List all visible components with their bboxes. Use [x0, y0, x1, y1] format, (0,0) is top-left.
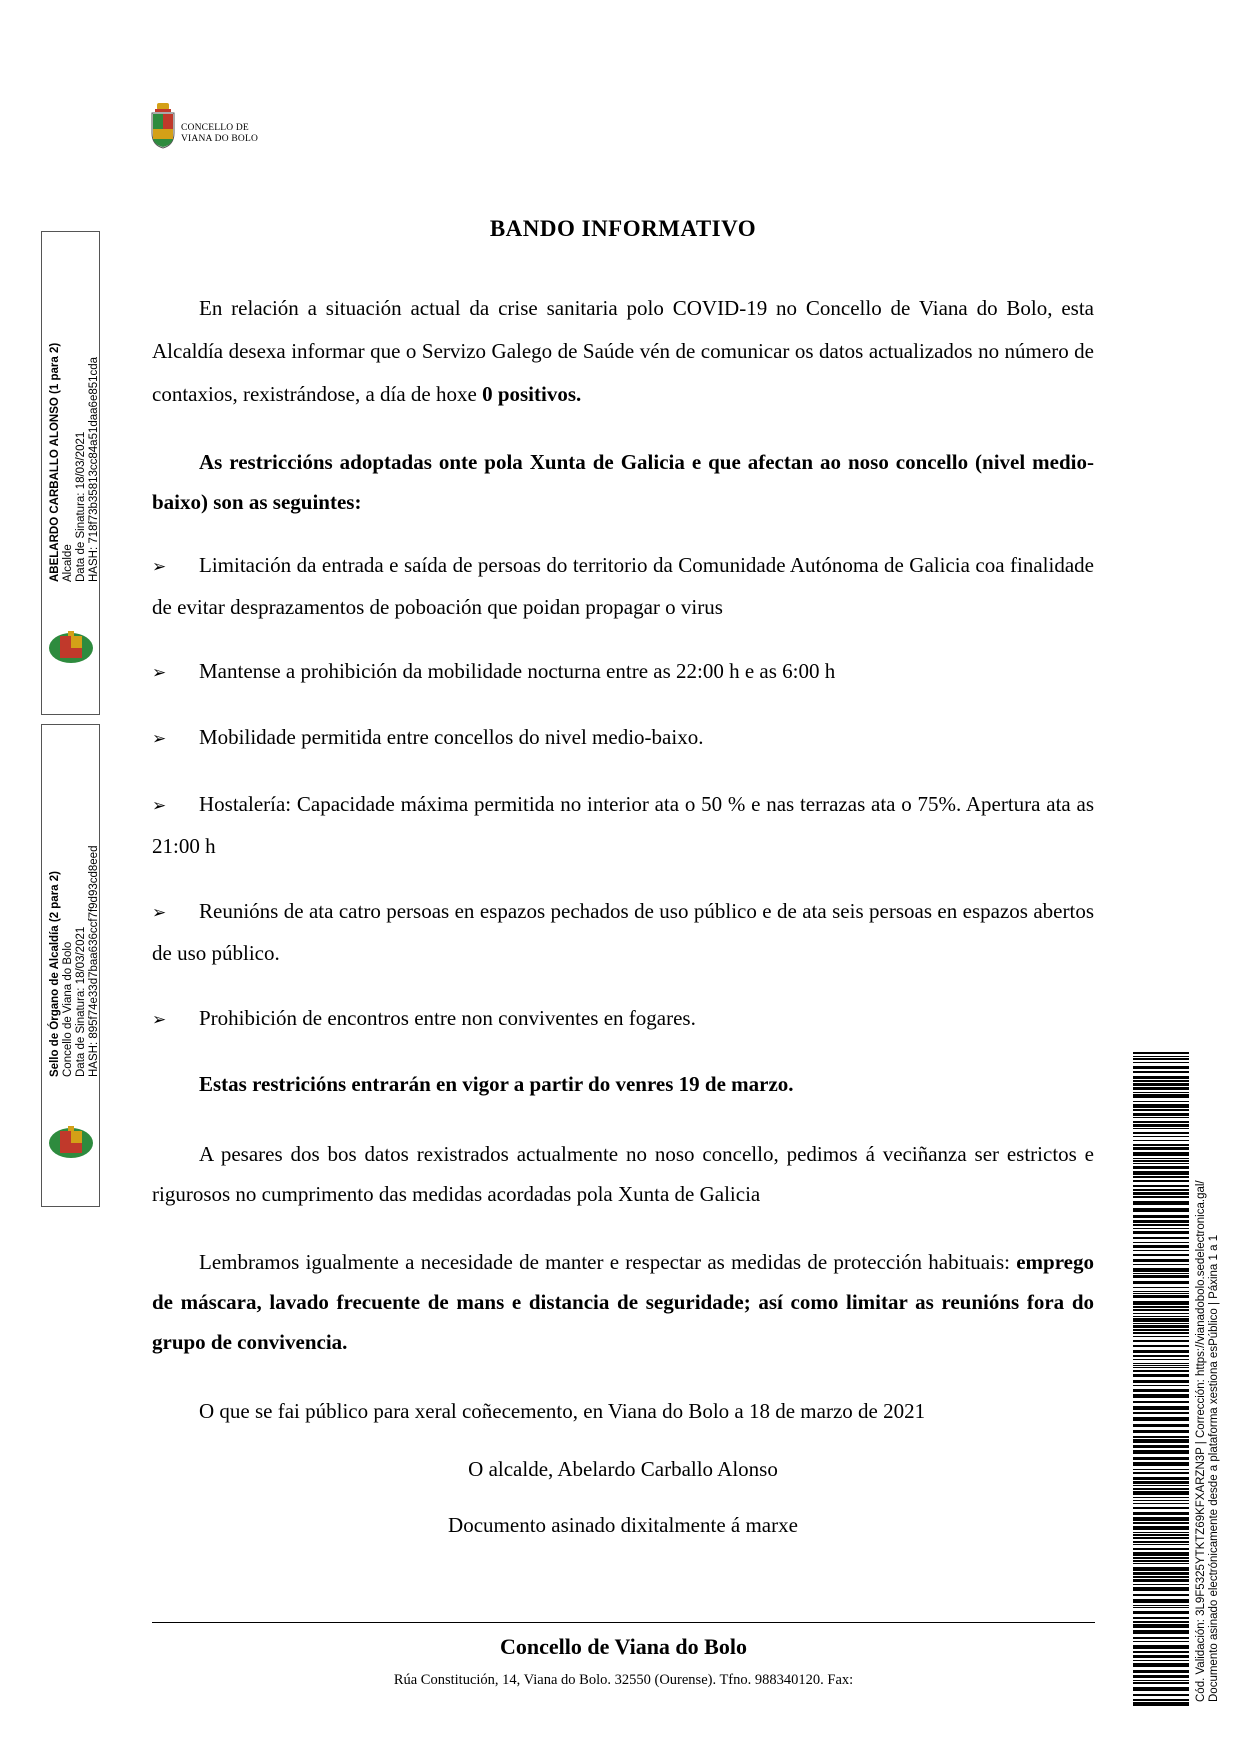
intro-text: En relación a situación actual da crise sanitaria polo COVID-19 no Concello de Viana do Bolo, esta Alcaldía desexa informar que o Servizo Galego de Saúde vén de comunicar os datos actualizados no número de contaxios, rexistrándose, a día de hoxe	[152, 296, 1094, 406]
validation-line-1: Cód. Validación: 3L9F5325YTKTZ69KFXARZN3P | Corrección: https://vianadobolo.sedelectronica.gal/	[1195, 1180, 1207, 1702]
municipal-logo	[150, 103, 270, 153]
list-item	[152, 998, 1094, 1040]
list-item	[152, 651, 1094, 693]
reminder-measures: emprego de máscara, lavado frecuente de mans e distancia de seguridade; así como limitar as reunións fora do grupo de convivencia.	[152, 1250, 1094, 1354]
signatory-line: O alcalde, Abelardo Carballo Alonso	[468, 1457, 778, 1481]
signature-seal-text	[49, 846, 101, 1077]
list-item	[152, 891, 1094, 973]
arrow-bullet-icon: ➢	[152, 903, 167, 923]
positives-count: 0 positivos.	[482, 382, 582, 406]
list-item-text: Hostalería: Capacidade máxima permitida no interior ata o 50 % e nas terrazas ata o 75%. Apertura ata as 21:00 h	[152, 792, 1094, 858]
signature-mayor-role: Alcalde	[62, 544, 74, 582]
footer-title: Concello de Viana do Bolo	[500, 1634, 747, 1659]
signature-mayor-text	[49, 343, 101, 582]
signature-seal-name: Sello de Órgano de Alcaldía (2 para 2)	[49, 871, 61, 1077]
signature-box-mayor	[41, 231, 100, 715]
signature-seal-icon	[48, 630, 94, 666]
document-title: BANDO INFORMATIVO	[489, 216, 757, 241]
signature-seal-hash: HASH: 895f74e33d7baa636ccf7f9d93cd8eed	[88, 845, 100, 1077]
appeal-paragraph: A pesares dos bos datos rexistrados actualmente no noso concello, pedimos á veciñanza ser estrictos e rigurosos no cumprimento das medidas acordadas pola Xunta de Galicia	[152, 1142, 1094, 1206]
signature-mayor-name: ABELARDO CARBALLO ALONSO (1 para 2)	[49, 342, 61, 582]
list-item	[152, 545, 1094, 627]
reminder-text: Lembramos igualmente a necesidade de manter e respectar as medidas de protección habituais:	[199, 1250, 1017, 1274]
signed-note: Documento asinado dixitalmente á marxe	[448, 1513, 798, 1537]
footer-address: Rúa Constitución, 14, Viana do Bolo. 32550 (Ourense). Tfno. 988340120. Fax:	[393, 1672, 854, 1688]
logo-line-1: CONCELLO DE	[181, 123, 249, 133]
signature-box-seal	[41, 724, 100, 1207]
list-item	[152, 717, 1094, 759]
logo-line-2: VIANA DO BOLO	[181, 134, 259, 144]
coat-of-arms-icon	[150, 103, 176, 149]
logo-text	[181, 123, 258, 145]
arrow-bullet-icon: ➢	[152, 557, 167, 577]
list-item-text: Limitación da entrada e saída de persoas do territorio da Comunidade Autónoma de Galicia coa finalidade de evitar desprazamentos de poboación que poidan propagar o virus	[152, 553, 1094, 619]
signature-seal-date: Data de Sinatura: 18/03/2021	[75, 926, 87, 1077]
arrow-bullet-icon: ➢	[152, 1010, 167, 1030]
signature-seal-org: Concello de Viana do Bolo	[62, 941, 74, 1077]
list-item	[152, 784, 1094, 866]
list-item-text: Mobilidade permitida entre concellos do nivel medio-baixo.	[199, 725, 704, 749]
footer-divider	[152, 1622, 1095, 1623]
barcode	[1133, 1052, 1189, 1706]
restrictions-heading: As restriccións adoptadas onte pola Xunta de Galicia e que afectan ao noso concello (nivel medio-baixo) son as seguintes:	[152, 450, 1094, 514]
closing-paragraph: O que se fai público para xeral coñecemento, en Viana do Bolo a 18 de marzo de 2021	[199, 1399, 926, 1423]
validation-line-2: Documento asinado electrónicamente desde a plataforma xestiona esPúblico | Páxina 1 a 1	[1208, 1234, 1220, 1702]
intro-paragraph	[152, 287, 1094, 416]
effective-date-notice: Estas restricións entrarán en vigor a partir do venres 19 de marzo.	[199, 1072, 794, 1096]
reminder-paragraph	[152, 1242, 1094, 1362]
list-item-text: Reunións de ata catro persoas en espazos pechados de uso público e de ata seis persoas en espazos abertos de uso público.	[152, 899, 1094, 965]
validation-text	[1195, 1042, 1221, 1702]
arrow-bullet-icon: ➢	[152, 796, 167, 816]
signature-mayor-hash: HASH: 718f73b35813cc84a51daa6e851cda	[88, 356, 100, 582]
signature-mayor-date: Data de Sinatura: 18/03/2021	[75, 431, 87, 582]
arrow-bullet-icon: ➢	[152, 663, 167, 683]
arrow-bullet-icon: ➢	[152, 729, 167, 749]
signature-seal-icon	[48, 1125, 94, 1161]
list-item-text: Mantense a prohibición da mobilidade nocturna entre as 22:00 h e as 6:00 h	[199, 659, 836, 683]
list-item-text: Prohibición de encontros entre non conviventes en fogares.	[199, 1006, 696, 1030]
